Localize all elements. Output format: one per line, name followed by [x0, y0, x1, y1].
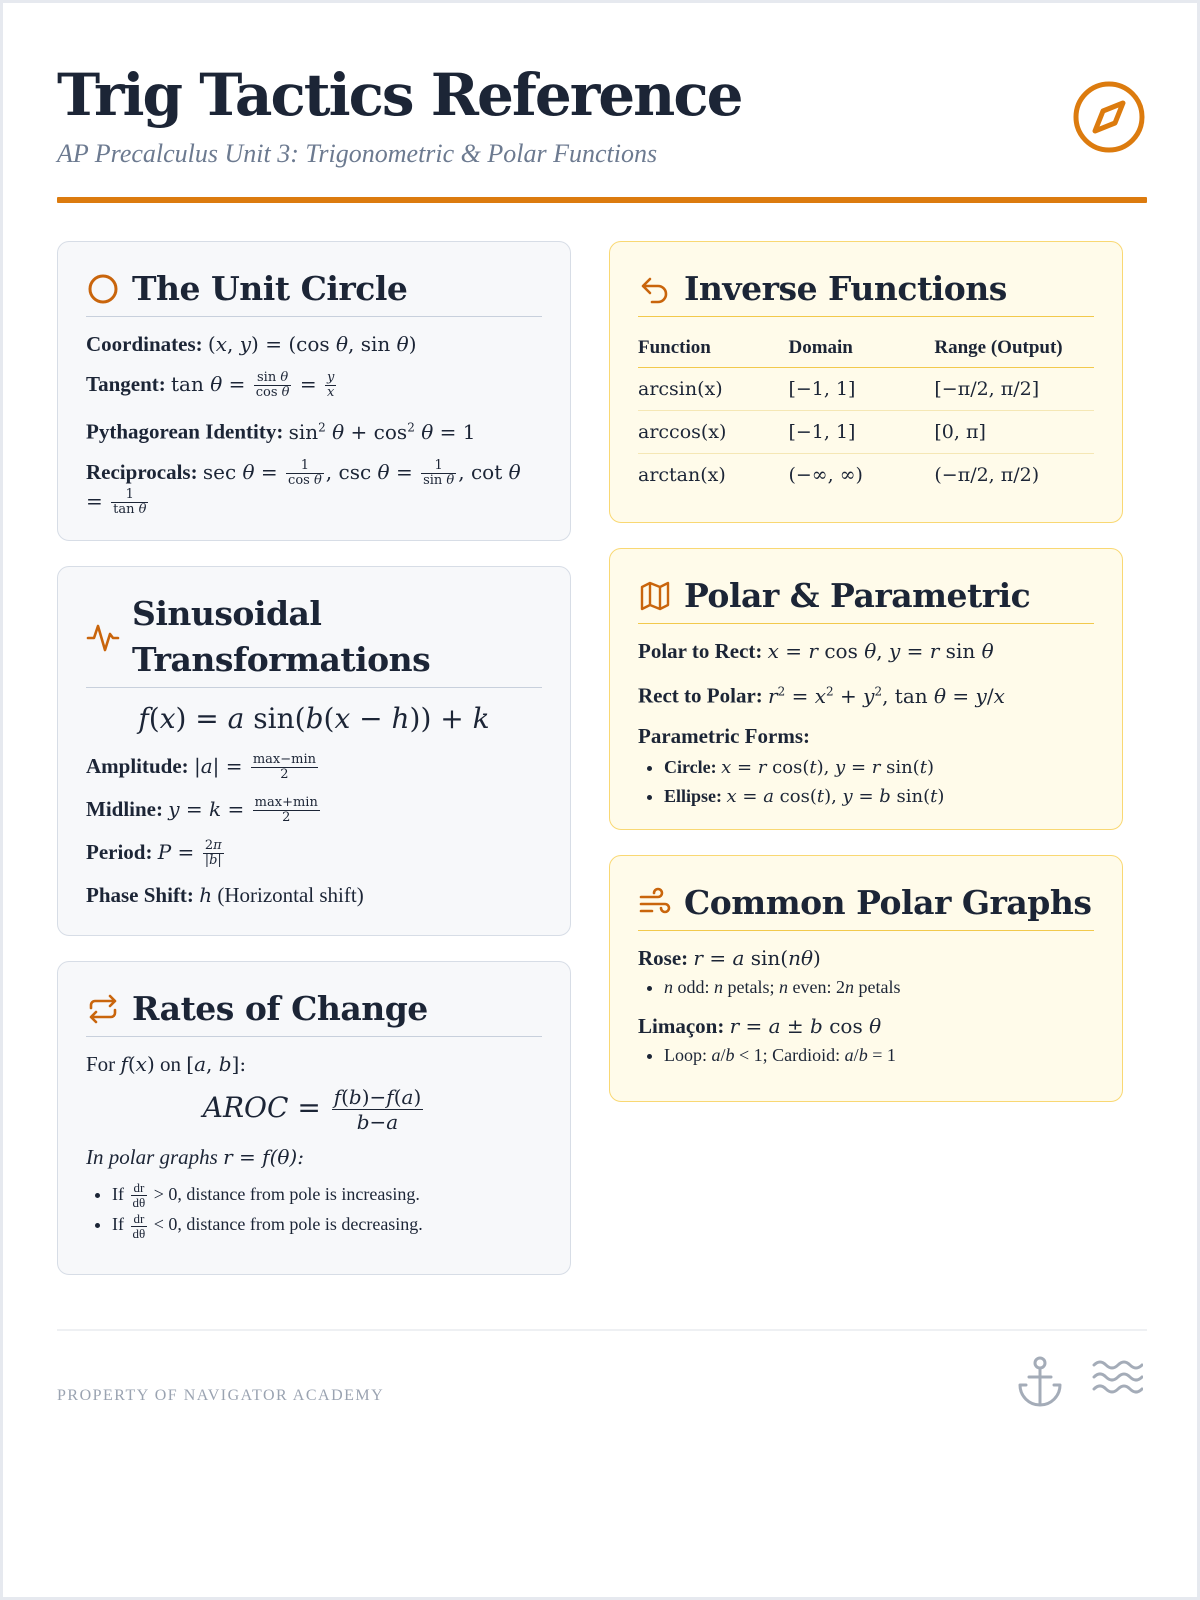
period-row: [86, 839, 542, 868]
reciprocals-label: Reciprocals:: [86, 459, 198, 484]
list-item: • If $\frac{dr}{d\theta}$ < 0, distance from pole is decreasing.: [112, 1210, 542, 1240]
sinusoidal-title: Sinusoidal Transformations: [132, 594, 431, 679]
param-label: Parametric Forms:: [638, 723, 810, 748]
period-label: Period:: [86, 840, 153, 864]
graphs-card: [609, 855, 1123, 1102]
pythagorean-formula: $\sin^2 \theta + \cos^2 \theta = 1$: [288, 419, 476, 444]
phase-label: Phase Shift:: [86, 883, 194, 907]
header: [57, 63, 1147, 203]
list-item: • Circle: x = r cos(t), y = r sin(t): [664, 753, 1094, 782]
rates-card: [57, 961, 571, 1275]
midline-formula: y = k = $\frac{\max+\min}{2}$: [168, 795, 318, 825]
rect-to-polar-row: [638, 678, 1094, 709]
card-header: [638, 880, 1094, 931]
page-title: Trig Tactics Reference: [57, 61, 742, 129]
rose-label: Rose:: [638, 946, 689, 970]
domain-cell: [−1, 1]: [788, 411, 934, 454]
page: [3, 3, 1197, 1597]
p2r-label: Polar to Rect:: [638, 639, 763, 663]
rates-intro-prefix: For: [86, 1052, 116, 1076]
decreasing-text: , distance from pole is decreasing.: [177, 1214, 423, 1235]
footer-divider: [57, 1329, 1147, 1331]
anchor-icon: [1015, 1355, 1065, 1409]
sinusoidal-card: [57, 566, 571, 936]
list-item: • Ellipse: x = a cos(t), y = b sin(t): [664, 782, 1094, 811]
pythagorean-label: Pythagorean Identity:: [86, 419, 284, 444]
footer-text: PROPERTY OF NAVIGATOR ACADEMY: [57, 1387, 385, 1404]
r2p-label: Rect to Polar:: [638, 683, 763, 708]
compass-icon: [1071, 79, 1147, 155]
function-cell: arctan(x): [638, 464, 726, 486]
domain-cell: [−1, 1]: [788, 368, 934, 411]
polar-to-rect-row: [638, 638, 1094, 664]
inverse-table: [638, 331, 1094, 496]
parametric-list: [638, 753, 1094, 811]
amplitude-label: Amplitude:: [86, 754, 189, 778]
rose-row: [638, 945, 1094, 971]
card-header: [638, 573, 1094, 624]
aroc-equation: AROC = $\frac{f(b)-f(a)}{b-a}$: [202, 1085, 422, 1134]
amplitude-row: [86, 753, 542, 782]
circle-icon: [86, 272, 120, 306]
circle-label: Circle:: [664, 756, 717, 777]
rates-list: [86, 1180, 542, 1241]
card-header: [638, 266, 1094, 317]
parametric-row: [638, 723, 1094, 749]
polar-intro-text: In polar graphs: [86, 1145, 218, 1169]
loop-text: Loop:: [664, 1045, 707, 1065]
inverse-card: [609, 241, 1123, 523]
phase-variable: h: [199, 883, 213, 907]
rates-title: Rates of Change: [132, 989, 428, 1028]
pulse-icon: [86, 620, 120, 654]
ellipse-label: Ellipse:: [664, 785, 723, 806]
coordinates-label: Coordinates:: [86, 332, 203, 356]
amplitude-formula: |a| = $\frac{\max-\min}{2}$: [193, 752, 317, 782]
coordinates-formula: (x, y) = (cos θ, sin θ): [207, 332, 417, 356]
tangent-formula: tan θ = $\frac{\text{sin θ}}{\text{cos θ}}$ = $\frac{y}{x}$: [171, 370, 335, 400]
list-item: • If $\frac{dr}{d\theta}$ > 0, distance from pole is increasing.: [112, 1180, 542, 1210]
rates-intro: [86, 1051, 542, 1077]
pythagorean-row: [86, 414, 542, 445]
waves-icon: [1091, 1355, 1143, 1399]
inverse-title: Inverse Functions: [684, 269, 1007, 308]
rose-petals-text: petals;: [727, 977, 775, 997]
rose-petals-text: petals: [858, 977, 901, 997]
cardioid-text: ; Cardioid:: [762, 1045, 841, 1065]
polar-intro: [86, 1144, 542, 1170]
rates-function: f(x): [120, 1052, 155, 1076]
reciprocals-formula: sec θ = $\frac{1}{\text{cos θ}}$ , csc θ = $\frac{1}{\text{sin θ}}$ , cot θ = $\frac{1}{\text{tan θ}}$: [86, 457, 521, 517]
limacon-row: [638, 1013, 1094, 1039]
rose-even-text: even:: [792, 977, 832, 997]
rates-interval: [a, b]:: [186, 1052, 247, 1076]
domain-cell: (−∞, ∞): [788, 464, 863, 486]
phase-note: (Horizontal shift): [217, 883, 364, 907]
column-header: Domain: [788, 331, 934, 368]
unit-circle-title: The Unit Circle: [132, 269, 408, 308]
repeat-icon: [86, 992, 120, 1026]
header-rule: [57, 197, 1147, 203]
range-cell: [−π/2, π/2]: [934, 368, 1094, 411]
rose-odd-text: odd:: [677, 977, 710, 997]
range-cell: [0, π]: [934, 411, 1094, 454]
page-subtitle: AP Precalculus Unit 3: Trigonometric & Polar Functions: [57, 139, 658, 168]
limacon-label: Limaçon:: [638, 1014, 725, 1038]
midline-label: Midline:: [86, 797, 163, 821]
rates-intro-mid: on: [160, 1052, 181, 1076]
rose-list: [638, 973, 1094, 1001]
unit-circle-card: [57, 241, 571, 541]
period-formula: P = $\frac{2\pi}{|b|}$: [157, 838, 222, 868]
card-header: [86, 266, 542, 317]
wind-icon: [638, 886, 672, 920]
graphs-title: Common Polar Graphs: [684, 883, 1092, 922]
function-cell: arcsin(x): [638, 368, 788, 411]
table-row: [638, 368, 1094, 411]
midline-row: [86, 796, 542, 825]
map-icon: [638, 579, 672, 613]
sinusoidal-equation: f(x) = a sin(b(x − h)) + k: [138, 702, 490, 735]
tangent-row: [86, 371, 542, 400]
list-item: • Loop: a/b < 1; Cardioid: a/b = 1: [664, 1041, 1094, 1069]
increasing-text: , distance from pole is increasing.: [177, 1184, 420, 1204]
r2p-formula: $r^2 = x^2 + y^2$, tan θ = y/x: [768, 683, 1005, 708]
card-header: [86, 986, 542, 1037]
footer-icons: [1015, 1355, 1143, 1409]
function-cell: arccos(x): [638, 411, 788, 454]
table-header-row: [638, 331, 1094, 368]
polar-intro-formula: r = f(θ):: [223, 1145, 304, 1169]
undo-icon: [638, 272, 672, 306]
phase-row: [86, 882, 542, 908]
column-header: Range (Output): [934, 331, 1094, 368]
list-item: • n odd: n petals; n even: 2n petals: [664, 973, 1094, 1001]
limacon-list: [638, 1041, 1094, 1069]
card-header: [86, 591, 542, 688]
range-cell: (−π/2, π/2): [934, 464, 1040, 486]
limacon-formula: r = a ± b cos θ: [729, 1014, 882, 1038]
p2r-formula: x = r cos θ, y = r sin θ: [767, 639, 994, 663]
polar-card: [609, 548, 1123, 830]
tangent-label: Tangent:: [86, 372, 166, 396]
column-header: Function: [638, 331, 788, 368]
rose-formula: r = a sin(nθ): [693, 946, 821, 970]
table-row: [638, 411, 1094, 454]
coordinates-row: [86, 331, 542, 357]
polar-title: Polar & Parametric: [684, 576, 1031, 615]
reciprocals-row: [86, 459, 542, 517]
table-row: [638, 454, 1094, 497]
